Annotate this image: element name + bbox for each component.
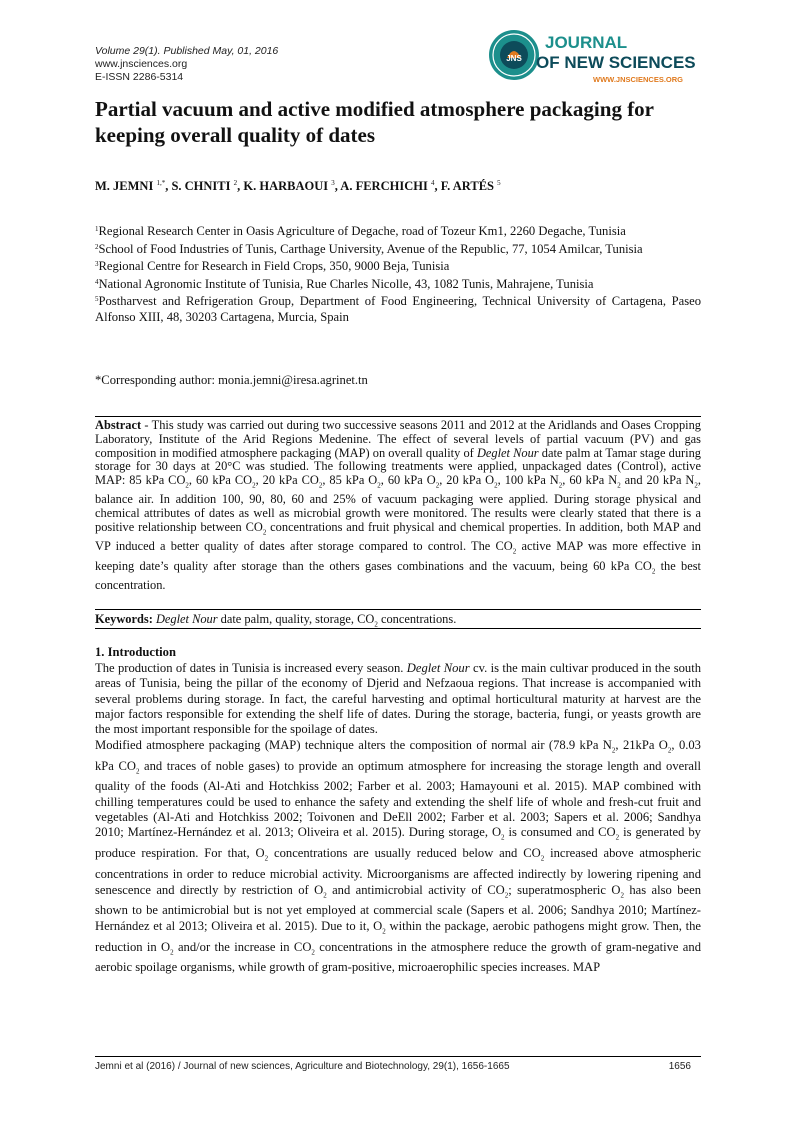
section-heading-introduction: 1. Introduction (95, 645, 176, 659)
author: K. HARBAOUI $^3$ (243, 179, 335, 194)
corresponding-author: *Corresponding author: monia.jemni@iresa.agrinet.tn (95, 373, 368, 387)
affiliations (95, 222, 701, 326)
affiliation: $^3$Regional Centre for Research in Field Crops, 350, 9000 Beja, Tunisia (95, 259, 450, 274)
logo-line1: JOURNAL (545, 33, 628, 52)
affiliation: $^1$Regional Research Center in Oasis Agriculture of Degache, road of Tozeur Km1, 2260 Degache, Tunisia (95, 224, 626, 238)
logo-seal-text: JNS (506, 54, 522, 63)
abstract: Abstract - This study was carried out during two successive seasons 2011 and 2012 at the Aridlands and Oases Cropping Laboratory, Institute of the Arid Regions Medenine. The effect of several levels of partial vacuum (PV) and gas composition in modified atmosphere packaging (MAP) on overall quality of Deglet Nour date palm at Tamar stage during storage for 30 days at 20°C was studied. The following treatments were applied, unpackaged dates (Control), active MAP: 85 kPa $CO_2$, 60 kPa $CO_2$, 20 kPa $CO_2$, 85 kPa $O_2$, 60 kPa $O_2$, 20 kPa $O_2$, 100 kPa $N_2$, 60 kPa $N_2$ and 20 kPa $N_2$, balance air. In addition 100, 90, 80, 60 and 25% of vacuum packaging were applied. During storage physical and chemical attributes of dates as well as microbial growth were monitored. The results were clearly stated that there is a positive relationship between $CO_2$ concentrations and fruit physical and chemical properties. In addition, both MAP and VP induced a better quality of dates after storage compared to control. The $CO_2$ active MAP was more effective in keeping date’s quality after storage than the others gases combinations and the vacuum, being 60 kPa $CO_2$ the best concentration. (95, 418, 701, 592)
keywords-bottom-rule (95, 628, 701, 629)
logo-line2: OF NEW SCIENCES (536, 53, 696, 72)
author: F. ARTÉS $^5$ (440, 179, 501, 194)
keywords: Keywords: Deglet Nour date palm, quality, storage, $CO_2$ concentrations. (95, 612, 457, 629)
author-list: M. JEMNI $^{1,*}$, S. CHNITI $^2$, K. HARBAOUI $^3$, A. FERCHICHI $^4$, F. ARTÉS $^5$ (95, 179, 501, 194)
author: S. CHNITI $^2$ (171, 179, 238, 194)
introduction-body (95, 661, 701, 976)
keywords-top-rule (95, 609, 701, 610)
page-number: 1656 (668, 1061, 691, 1072)
journal-header (95, 45, 278, 84)
paragraph: The production of dates in Tunisia is increased every season. Deglet Nour cv. is the main cultivar produced in the south areas of Tunisia, being the pillar of the economy of Djerid and Nefzaoua regions. That increase is accompanied with several problems during storage. In fact, the careful harvesting and optimal horticultural maturity at harvest are the major factors responsible for extending the shelf life of dates. During the storage, bacteria, fungi, or yeasts growth are the most important responsible for the spoilage of dates. (95, 661, 701, 737)
journal-logo (487, 28, 702, 90)
volume-info: Volume 29(1). Published May, 01, 2016 (95, 45, 279, 57)
website: www.jnsciences.org (95, 58, 188, 70)
affiliation: $^4$National Agronomic Institute of Tunisia, Rue Charles Nicolle, 43, 1082 Tunis, Mahrajene, Tunisia (95, 276, 594, 291)
abstract-label: Abstract (95, 418, 142, 432)
logo-seal-icon (487, 28, 702, 90)
author: A. FERCHICHI $^4$ (340, 179, 435, 194)
logo-url: WWW.JNSCIENCES.ORG (593, 75, 684, 84)
paper-title: Partial vacuum and active modified atmosphere packaging for keeping overall quality of dates (95, 97, 654, 147)
abstract-top-rule (95, 416, 701, 417)
footer-citation: Jemni et al (2016) / Journal of new sciences, Agriculture and Biotechnology, 29(1), 1656-1665 (95, 1061, 510, 1072)
paragraph: Modified atmosphere packaging (MAP) technique alters the composition of normal air (78.9 kPa $N_2$, 21kPa $O_2$, 0.03 kPa $CO_2$ and traces of noble gases) to provide an optimum atmosphere for increasing the storage length and overall quality of the foods (Al-Ati and Hotchkiss 2002; Farber et al. 2003; Hamayouni et al. 2015). MAP combined with chilling temperatures could be used to enhance the safety and extending the shelf life of whole and fresh-cut fruit and vegetables (Al-Ati and Hotchkiss 2002; Toivonen and DeEll 2002; Farber et al. 2003; Sapers et al. 2006; Sandhya 2010; Martínez-Hernández et al. 2013; Oliveira et al. 2015). During storage, $O_2$ is consumed and $CO_2$ is generated by produce respiration. For that, $O_2$ concentrations are usually reduced below and $CO_2$ increased above atmospheric concentrations in order to reduce microbial activity. Microorganisms are affected indirectly by lowering ripening and senescence and directly by restriction of $O_2$ and antimicrobial activity of $CO_2$; superatmospheric $O_2$ has also been shown to be antimicrobial but is not yet employed at commercial scale (Sapers et al. 2006; Sandhya 2010; Martínez-Hernández et al 2013; Oliveira et al. 2015). Due to it, $O_2$ within the package, aerobic pathogens might grow. Then, the reduction in $O_2$ and/or the increase in $CO_2$ concentrations in the atmosphere reduce the growth of gram-negative and aerobic spoilage organisms, while growth of gram-positive, microaerophilic species increases. MAP (95, 737, 701, 975)
author: M. JEMNI $^{1,*}$ (95, 179, 166, 194)
page-footer (95, 1061, 701, 1072)
affiliation: $^5$Postharvest and Refrigeration Group, Department of Food Engineering, Technical University of Cartagena, Paseo Alfonso XIII, 48, 30203 Cartagena, Murcia, Spain (95, 294, 701, 324)
issn: E-ISSN 2286-5314 (95, 71, 184, 83)
keywords-label: Keywords: (95, 612, 153, 626)
footer-rule (95, 1056, 701, 1057)
affiliation: $^2$School of Food Industries of Tunis, Carthage University, Avenue of the Republic, 77, 1054 Amilcar, Tunisia (95, 241, 643, 256)
